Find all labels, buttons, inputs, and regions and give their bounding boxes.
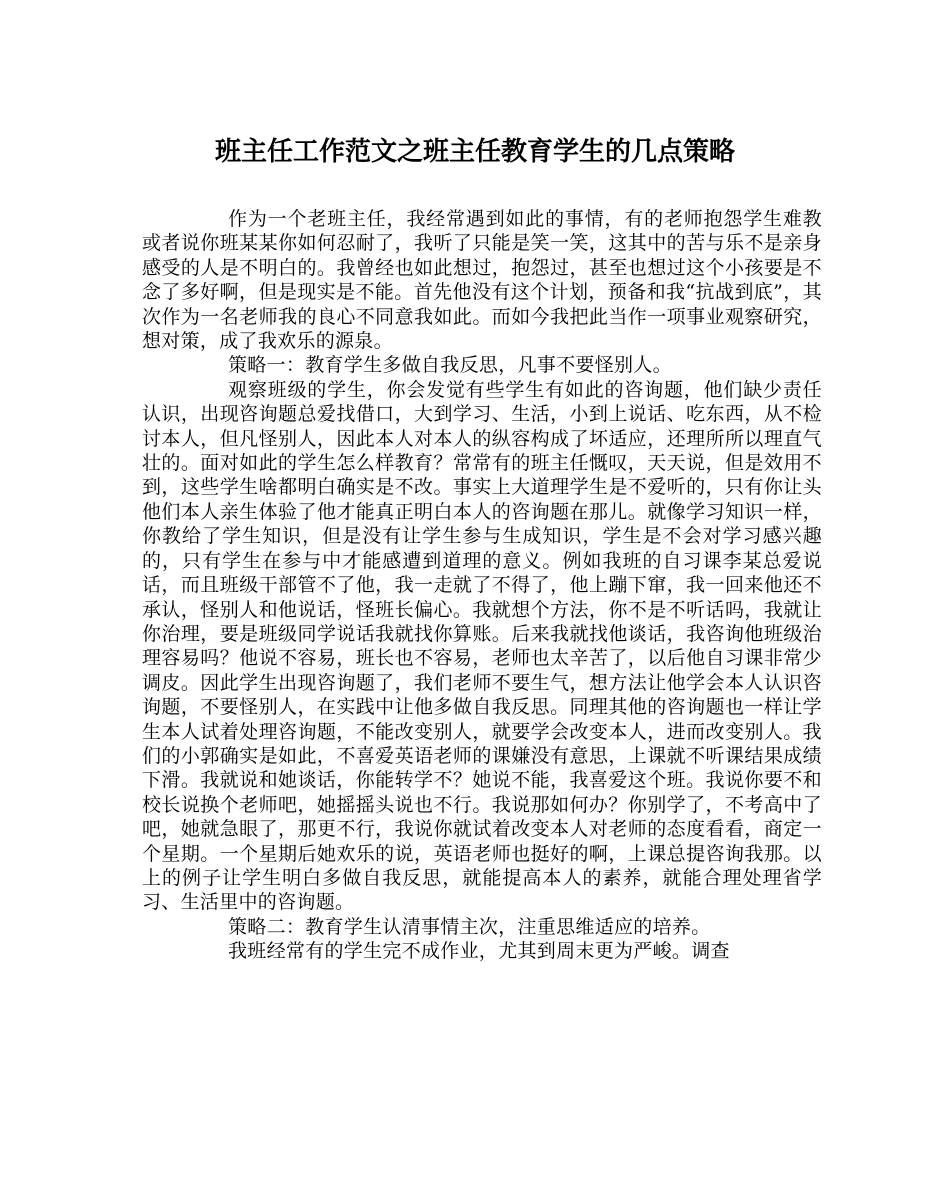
paragraph-strategy-two-heading: 策略二：教育学生认清事情主次，注重思维适应的培养。 — [228, 915, 711, 938]
document-title: 班主任工作范文之班主任教育学生的几点策略 — [214, 137, 735, 167]
paragraph-strategy-one-body: 观察班级的学生，你会发觉有些学生有如此的咨询题，他们缺少责任认识，出现咨询题总爱找借口，大到学习、生活，小到上说话、吃东西，从不检讨本人，但凡怪别人，因此本人对本人的纵容构成了坏适应，还理所所以理直气壮的。面对如此的学生怎么样教育？常常有的班主任慨叹，天天说，但是效用不到，这些学生啥都明白确实是不改。事实上大道理学生是不爱听的，只有你让头他们本人亲生体验了他才能真正明白本人的咨询题在那儿。就像学习知识一样，你教给了学生知识，但是没有让学生参与生成知识，学生是不会对学习感兴趣的，只有学生在参与中才能感遭到道理的意义。例如我班的自习课李某总爱说话，而且班级干部管不了他，我一走就了不得了，他上蹦下窜，我一回来他还不承认，怪别人和他说话，怪班长偏心。我就想个方法，你不是不听话吗，我就让你治理，要是班级同学说话我就找你算账。后来我就找他谈话，我咨询他班级治理容易吗？他说不容易，班长也不容易，老师也太辛苦了，以后他自习课非常少调皮。因此学生出现咨询题了，我们老师不要生气，想方法让他学会本人认识咨询题，不要怪别人，在实践中让他多做自我反思。同理其他的咨询题也一样让学生本人试着处理咨询题，不能改变别人，就要学会改变本人，进而改变别人。我们的小郭确实是如此，不喜爱英语老师的课嫌没有意思，上课就不听课结果成绩下滑。我就说和她谈话，你能转学不？她说不能，我喜爱这个班。我说你要不和校长说换个老师吧，她摇摇头说也不行。我说那如何办？你别学了，不考高中了吧，她就急眼了，那更不行，我说你就试着改变本人对老师的态度看看，商定一个星期。一个星期后她欢乐的说，英语老师也挺好的啊，上课总提咨询我那。以上的例子让学生明白多做自我反思，就能提高本人的素养，就能合理处理省学习、生活里中的咨询题。 — [142, 378, 822, 914]
paragraph-intro: 作为一个老班主任，我经常遇到如此的事情，有的老师抱怨学生难教或者说你班某某你如何忍耐了，我听了只能是笑一笑，这其中的苦与乐不是亲身感受的人是不明白的。我曾经也如此想过，抱怨过，甚至也想过这个小孩要是不念了多好啊，但是现实是不能。首先他没有这个计划，预备和我“抗战到底”，其次作为一名老师我的良心不同意我如此。而如今我把此当作一项事业观察研究，想对策，成了我欢乐的源泉。 — [142, 208, 822, 353]
paragraph-strategy-one-heading: 策略一：教育学生多做自我反思，凡事不要怪别人。 — [228, 354, 672, 377]
paragraph-strategy-two-body: 我班经常有的学生完不成作业，尤其到周末更为严峻。调查 — [228, 940, 730, 963]
document-body — [142, 207, 822, 964]
